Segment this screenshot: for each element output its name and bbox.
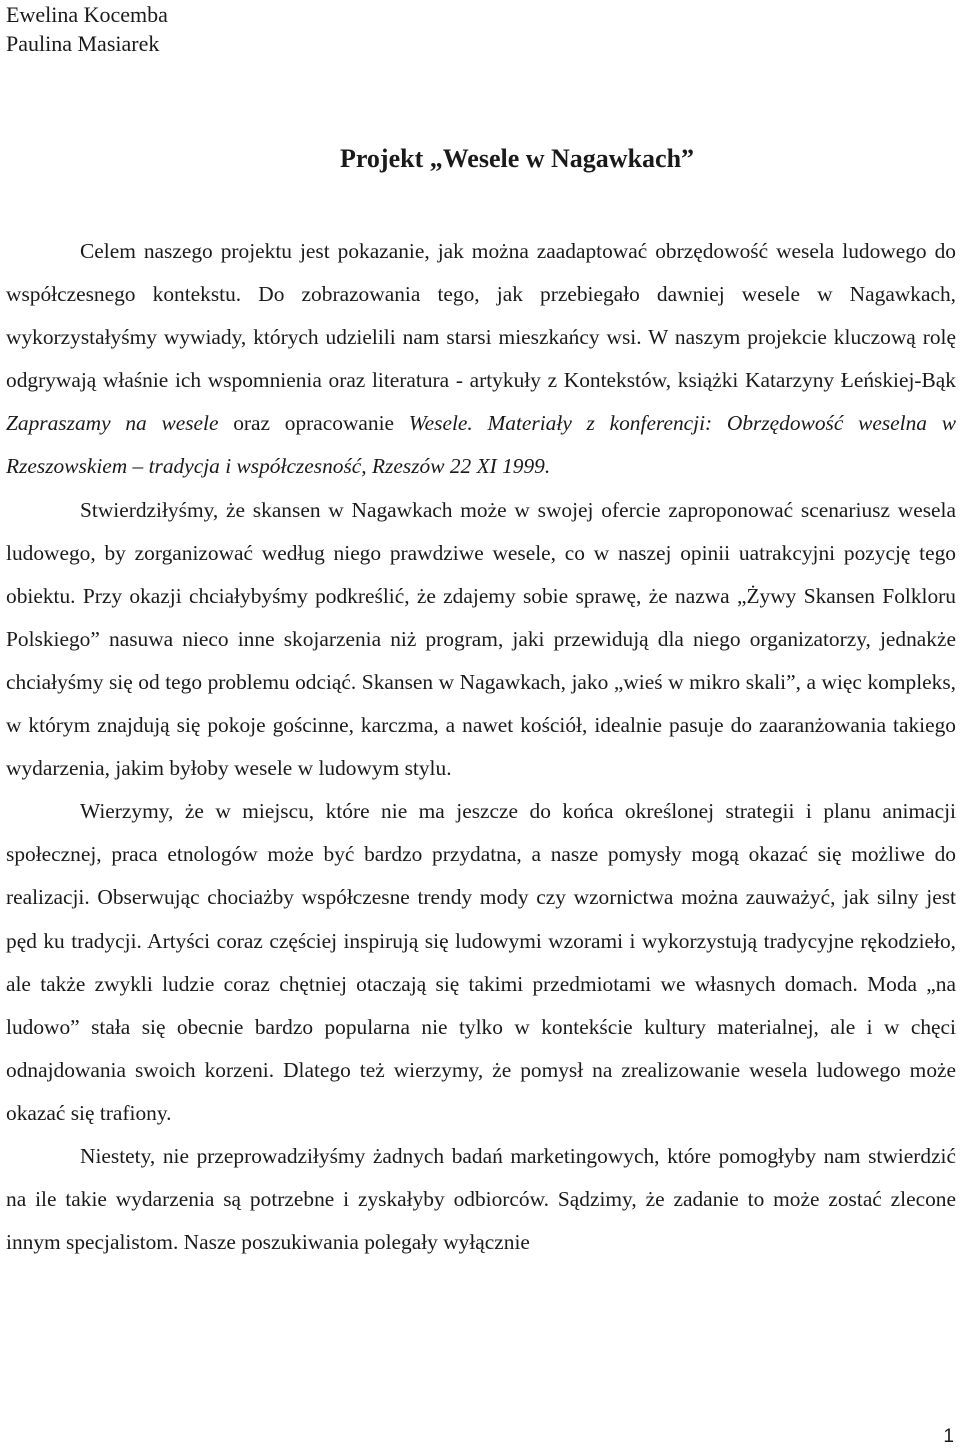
paragraph-belief: Wierzymy, że w miejscu, które nie ma jeszcze do końca określonej strategii i planu animacji społecznej, praca etnologów może być bardzo przydatna, a nasze pomysły mogą okazać się możliwe do realizacji. Obserwując chociażby współczesne trendy mody czy wzornictwa można zauważyć, jak silny jest pęd ku tradycji. Artyści coraz częściej inspirują się ludowymi wzorami i wykorzystują tradycyjne rękodzieło, ale także zwykli ludzie coraz chętniej otaczają się takimi przedmiotami we własnych domach. Moda „na ludowo” stała się obecnie bardzo popularna nie tylko w kontekście kultury materialnej, ale i w chęci odnajdowania swoich korzeni. Dlatego też wierzymy, że pomysł na zrealizowanie wesela ludowego może okazać się trafiony. [6,799,956,1125]
paragraph-research: Niestety, nie przeprowadziłyśmy żadnych badań marketingowych, które pomogłyby nam stwierdzić na ile takie wydarzenia są potrzebne i zyskałyby odbiorców. Sądzimy, że zadanie to może zostać zlecone innym specjalistom. Nasze poszukiwania polegały wyłącznie [6,1143,956,1255]
author-name: Ewelina Kocemba [6,2,168,27]
paragraph-text: oraz opracowanie [218,411,409,436]
paragraph-text: Celem naszego projektu jest pokazanie, jak można zaadaptować obrzędowość wesela ludowego do współczesnego kontekstu. Do zobrazowania tego, jak przebiegało dawniej wesele w Nagawkach, wykorzystałyśmy wywiady, których udzielili nam starsi mieszkańcy wsi. W naszym projekcie kluczową rolę odgrywają właśnie ich wspomnienia oraz literatura - artykuły z Kontekstów, książki Katarzyny Łeńskiej-Bąk [6,239,956,393]
book-title: Zapraszamy na wesele [6,411,219,436]
document-title: Projekt „Wesele w Nagawkach” [339,144,695,173]
publication-title: Wesele. Materiały z konferencji: Obrzędowość weselna w Rzeszowskiem – tradycja i współczesność, Rzeszów 22 XI 1999. [6,411,957,479]
author-name: Paulina Masiarek [6,31,160,56]
paragraph-proposal: Stwierdziłyśmy, że skansen w Nagawkach może w swojej ofercie zaproponować scenariusz wesela ludowego, by zorganizować według niego prawdziwe wesele, co w naszej opinii uatrakcyjni pozycję tego obiektu. Przy okazji chciałybyśmy podkreślić, że zdajemy sobie sprawę, że nazwa „Żywy Skansen Folkloru Polskiego” nasuwa nieco inne skojarzenia niż program, jaki przewidują dla niego organizatorzy, jednakże chciałyśmy się od tego problemu odciąć. Skansen w Nagawkach, jako „wieś w mikro skali”, a więc kompleks, w którym znajdują się pokoje gościnne, karczma, a nawet kościół, idealnie pasuje do zaaranżowania takiego wydarzenia, jakim byłoby wesele w ludowym stylu. [6,497,956,781]
paragraph-intro [6,230,956,489]
page-number: 1 [943,1426,954,1447]
author-list [6,0,168,58]
document-body [6,230,956,1264]
